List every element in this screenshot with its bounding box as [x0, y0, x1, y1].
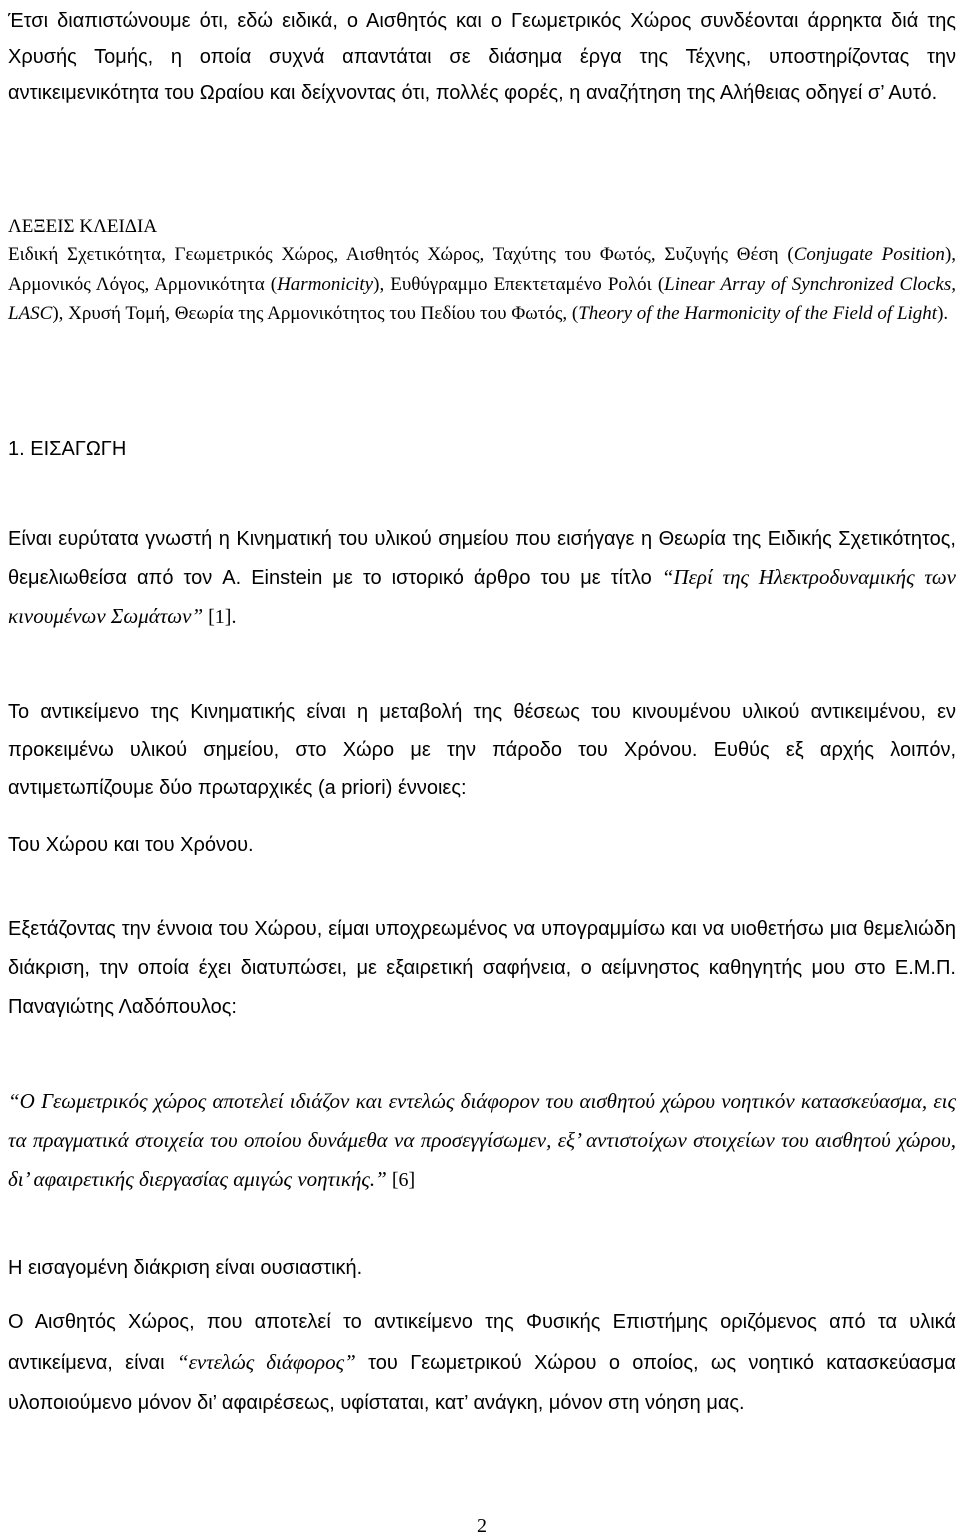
keywords-term-harmonicity: Harmonicity: [277, 273, 374, 295]
introduction-paragraph-1: [8, 520, 956, 636]
reference-6: [6]: [386, 1169, 416, 1191]
paragraph-5-text-b: του Γεωμετρικού Χώρου ο οποίος, ως νοητικό κατασκεύασμα υλοποιούμενο μόνον δι’ αφαιρέσεως, υφίσταται, κατ’ ανάγκη, μόνον στη νόηση μας.: [8, 1352, 956, 1414]
keywords-term-conjugate-position: Conjugate Position: [793, 244, 945, 265]
keywords-term-lasc: Linear Array of Synchronized Clocks, LASC: [8, 273, 957, 324]
introduction-paragraph-5: [8, 1302, 956, 1423]
page-number: 2: [477, 1515, 487, 1537]
blockquote: [8, 1082, 956, 1199]
keywords-text-3: ), Ευθύγραμμο Επεκτεταμένο Ρολόι (: [373, 273, 665, 295]
emphasis-text: “εντελώς διάφορος”: [176, 1350, 356, 1374]
keywords-heading: ΛΕΞΕΙΣ ΚΛΕΙΔΙΑ: [8, 216, 158, 237]
keywords-text-5: ).: [937, 303, 949, 324]
reference-1: [1].: [203, 606, 237, 628]
introduction-paragraph-2: Το αντικείμενο της Κινηματικής είναι η μεταβολή της θέσεως του κινουμένου υλικού αντικειμένου, εν προκειμένω υλικού σημείου, στο Χώρο με την πάροδο του Χρόνου. Ευθύς εξ αρχής λοιπόν, αντιμετωπίζουμε δύο πρωταρχικές (a priori) έννοιες:: [8, 701, 956, 799]
paragraph-1-text: Είναι ευρύτατα γνωστή η Κινηματική του υλικού σημείου που εισήγαγε η Θεωρία της Ειδικής Σχετικότητος, θεμελιωθείσα από τον A. Einstein με το ιστορικό άρθρο του με τίτλο: [8, 528, 956, 589]
introduction-paragraph-4: Η εισαγομένη διάκριση είναι ουσιαστική.: [8, 1257, 363, 1279]
keywords-text-1: Ειδική Σχετικότητα, Γεωμετρικός Χώρος, Αισθητός Χώρος, Ταχύτης του Φωτός, Συζυγής Θέση (: [8, 244, 794, 265]
article-title: “Περί της Ηλεκτροδυναμικής των κινουμένων Σωμάτων”: [8, 565, 956, 628]
introduction-paragraph-3: Εξετάζοντας την έννοια του Χώρου, είμαι υποχρεωμένος να υπογραμμίσω και να υιοθετήσω μια θεμελιώδη διάκριση, την οποία έχει διατυπώσει, με εξαιρετική σαφήνεια, ο αείμνηστος καθηγητής μου στο Ε.Μ.Π. Παναγιώτης Λαδόπουλος:: [8, 918, 956, 1018]
intro-paragraph: Έτσι διαπιστώνουμε ότι, εδώ ειδικά, ο Αισθητός και ο Γεωμετρικός Χώρος συνδέονται άρρηκτα διά της Χρυσής Τομής, η οποία συχνά απαντάται σε διάσημα έργα της Τέχνης, υποστηρίζοντας την αντικειμενικότητα του Ωραίου και δείχνοντας ότι, πολλές φορές, η αναζήτηση της Αλήθειας οδηγεί σ’ Αυτό.: [8, 10, 956, 104]
introduction-paragraph-2-end: Του Χώρου και του Χρόνου.: [8, 834, 254, 856]
keywords-term-theory: Theory of the Harmonicity of the Field of Light: [578, 303, 938, 324]
section-heading: 1. ΕΙΣΑΓΩΓΗ: [8, 438, 127, 460]
keywords-list: [8, 240, 956, 329]
document-page: [8, 0, 956, 1537]
keywords-text-2: ), Αρμονικός Λόγος, Αρμονικότητα (: [8, 244, 957, 295]
keywords-text-4: ), Χρυσή Τομή, Θεωρία της Αρμονικότητος του Πεδίου του Φωτός, (: [52, 303, 579, 324]
paragraph-5-text-a: Ο Αισθητός Χώρος, που αποτελεί το αντικείμενο της Φυσικής Επιστήμης οριζόμενος από τα υλικά αντικείμενα, είναι: [8, 1311, 956, 1374]
quote-text: “Ο Γεωμετρικός χώρος αποτελεί ιδιάζον και εντελώς διάφορον του αισθητού χώρου νοητικόν κατασκεύασμα, εις τα πραγματικά στοιχεία του οποίου δυνάμεθα να προσεγγίσωμεν, εξ’ αντιστοίχων στοιχείων του αισθητού χώρου, δι’ αφαιρετικής διεργασίας αμιγώς νοητικής.”: [8, 1089, 956, 1191]
